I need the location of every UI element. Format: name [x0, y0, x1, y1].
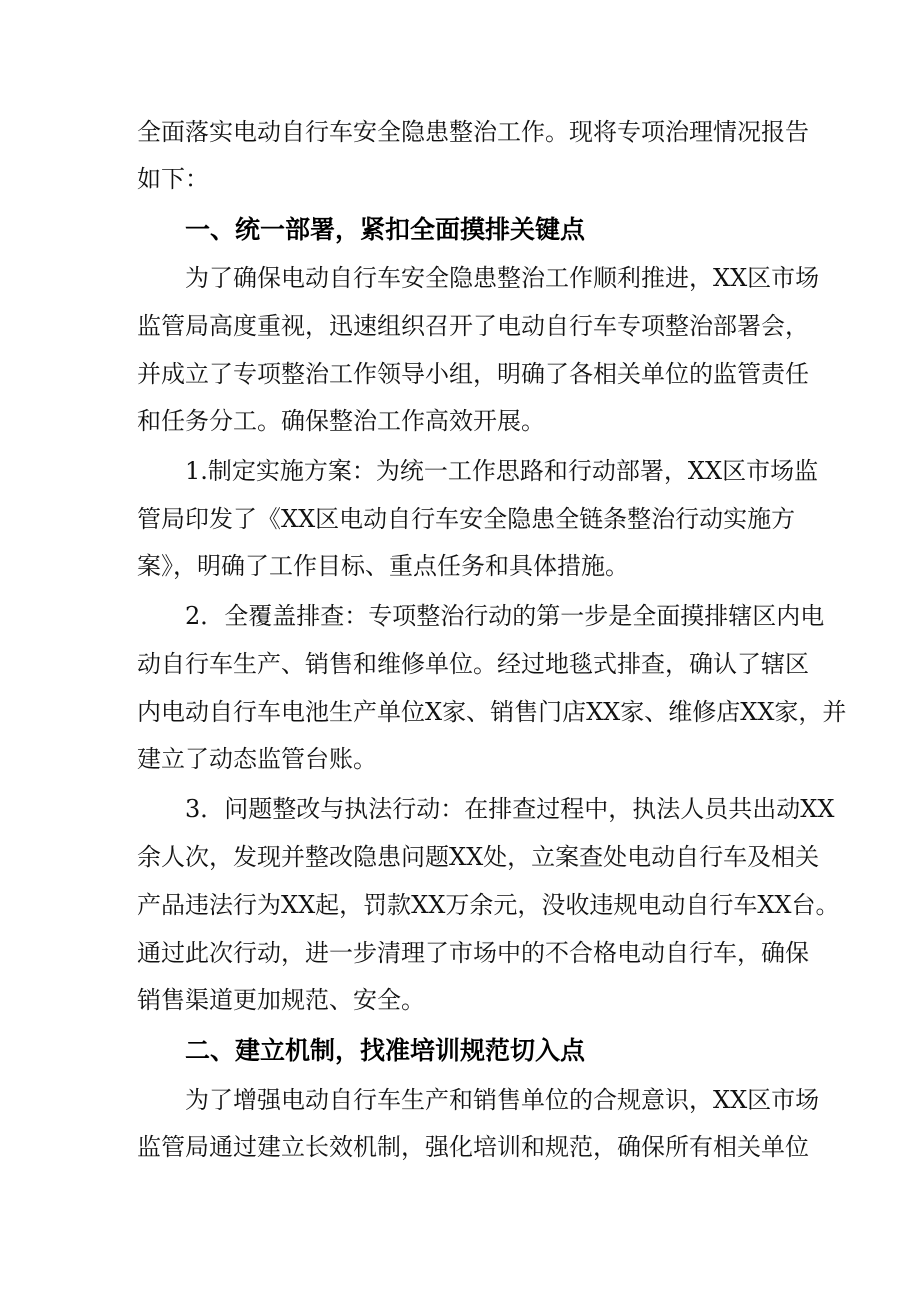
- section-1-heading: 一、统一部署，紧扣全面摸排关键点: [185, 215, 586, 244]
- intro-line-1: 全面落实电动自行车安全隐患整治工作。现将专项治理情况报告: [137, 118, 809, 146]
- item-1-line-1: 1.制定实施方案：为统一工作思路和行动部署，XX区市场监: [185, 457, 819, 485]
- item-2-line-2: 动自行车生产、销售和维修单位。经过地毯式排查，确认了辖区: [137, 650, 809, 678]
- section-2-para-line-1: 为了增强电动自行车生产和销售单位的合规意识，XX区市场: [185, 1086, 820, 1114]
- section-2-heading: 二、建立机制，找准培训规范切入点: [185, 1036, 586, 1065]
- item-1-line-3: 案》，明确了工作目标、重点任务和具体措施。: [137, 552, 629, 580]
- item-1-line-2: 管局印发了《XX区电动自行车安全隐患全链条整治行动实施方: [137, 505, 796, 533]
- item-3-line-3: 产品违法行为XX起，罚款XX万余元，没收违规电动自行车XX台。: [137, 891, 840, 919]
- item-3-line-1: 3．问题整改与执法行动：在排查过程中，执法人员共出动XX: [185, 795, 835, 823]
- intro-line-2: 如下：: [137, 165, 209, 193]
- item-3-line-2: 余人次，发现并整改隐患问题XX处，立案查处电动自行车及相关: [137, 843, 820, 871]
- item-3-line-4: 通过此次行动，进一步清理了市场中的不合格电动自行车，确保: [137, 939, 809, 967]
- item-2-line-1: 2．全覆盖排查：专项整治行动的第一步是全面摸排辖区内电: [185, 602, 825, 630]
- item-2-line-3: 内电动自行车电池生产单位X家、销售门店XX家、维修店XX家，并: [137, 698, 847, 726]
- section-1-para-line-2: 监管局高度重视，迅速组织召开了电动自行车专项整治部署会，: [137, 312, 809, 340]
- item-3-line-5: 销售渠道更加规范、安全。: [137, 986, 425, 1014]
- section-2-para-line-2: 监管局通过建立长效机制，强化培训和规范，确保所有相关单位: [137, 1133, 809, 1161]
- section-1-para-line-4: 和任务分工。确保整治工作高效开展。: [137, 407, 545, 435]
- section-1-para-line-1: 为了确保电动自行车安全隐患整治工作顺利推进，XX区市场: [185, 264, 820, 292]
- section-1-para-line-3: 并成立了专项整治工作领导小组，明确了各相关单位的监管责任: [137, 360, 809, 388]
- item-2-line-4: 建立了动态监管台账。: [137, 745, 377, 773]
